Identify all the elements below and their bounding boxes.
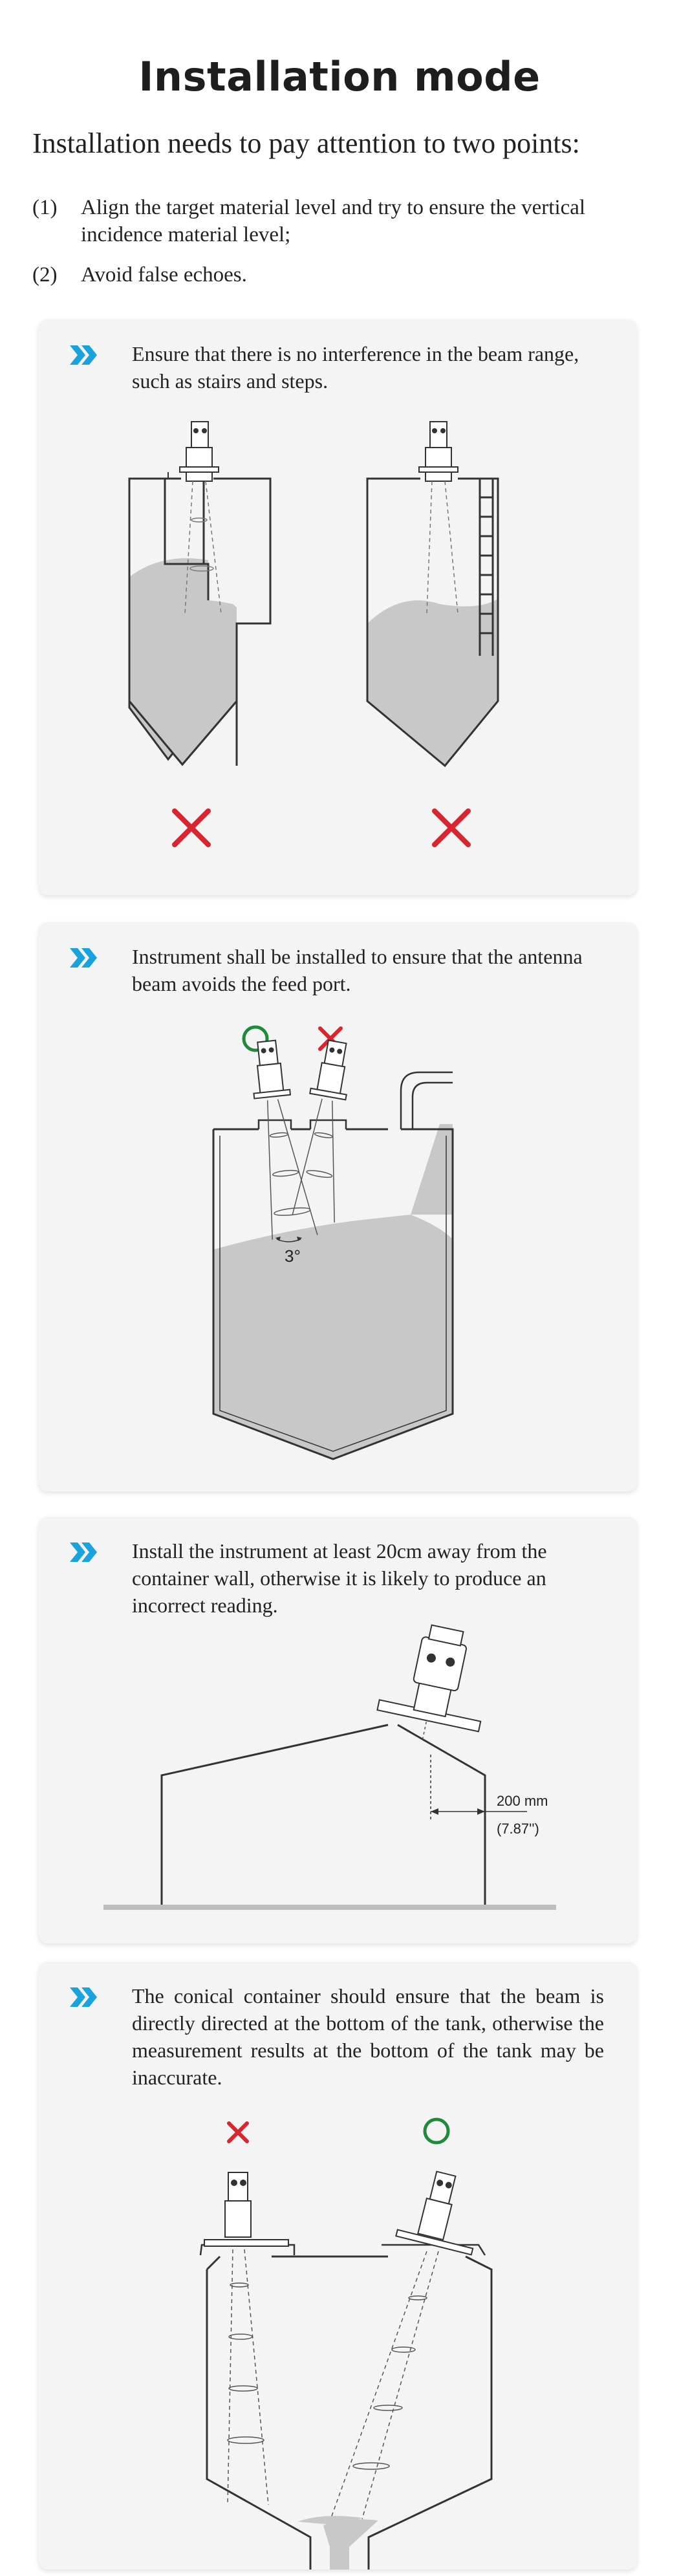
tip-card-wall-distance [39, 1517, 637, 1943]
tip-text: Install the instrument at least 20cm away from the container wall, otherwise it is likely to produce an incorrect reading. [132, 1539, 547, 1617]
dimension-inch-label: (7.87'') [497, 1821, 539, 1837]
beam-angle-label: 3° [285, 1246, 301, 1266]
conical-tank [200, 2245, 491, 2570]
radar-instrument [372, 1618, 498, 1753]
feed-port-figure [39, 922, 637, 1491]
wrong-mark-icon [175, 811, 208, 845]
beam-interference-figure [39, 319, 637, 895]
conical-bottom-figure [39, 1962, 637, 2570]
page-title: Installation mode [138, 53, 541, 100]
point-text: Avoid false echoes. [81, 263, 247, 287]
correct-mark-icon [425, 2119, 448, 2143]
tip-card-beam-interference [39, 319, 637, 895]
radar-instrument-wrong [288, 1039, 365, 1222]
point-number: (2) [32, 263, 58, 287]
tank-roof [103, 1725, 556, 1907]
tip-text: Ensure that there is no interference in the beam range, such as stairs and steps. [132, 342, 579, 393]
point-number: (1) [32, 196, 58, 219]
wall-distance-figure [39, 1517, 637, 1943]
radar-instrument-correct [396, 2166, 489, 2255]
radar-instrument-correct [248, 1038, 318, 1240]
tip-card-feed-port [39, 922, 637, 1491]
tip-text: The conical container should ensure that the beam is directly directed at the bottom of the tank, otherwise the measurement results at the bottom of the tank may be inaccurate. [132, 1984, 604, 2089]
tip-text: Instrument shall be installed to ensure that the antenna beam avoids the feed port. [132, 945, 583, 995]
tank-with-ladder [367, 422, 498, 766]
wrong-mark-icon [435, 811, 468, 845]
page-subtitle: Installation needs to pay attention to two points: [32, 127, 580, 159]
tip-card-conical-bottom [39, 1962, 637, 2570]
dimension-mm-label: 200 mm [497, 1793, 548, 1809]
point-text: Align the target material level and try to ensure the vertical incidence material level; [81, 196, 586, 246]
wrong-mark-icon [229, 2123, 247, 2141]
radar-instrument-wrong [204, 2172, 288, 2505]
